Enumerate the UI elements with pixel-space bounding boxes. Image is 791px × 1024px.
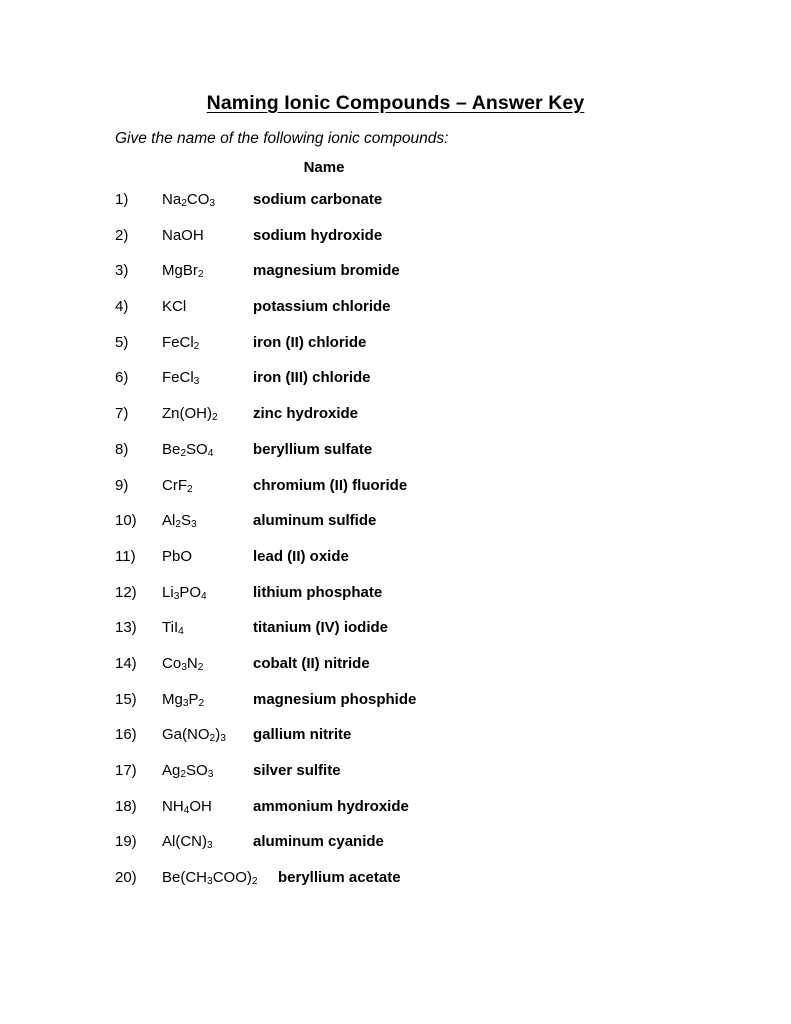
compound-number: 10) — [115, 512, 137, 530]
compound-name: iron (II) chloride — [253, 333, 367, 351]
compound-number: 18) — [115, 797, 137, 815]
compound-list — [0, 190, 791, 904]
compound-formula: PbO — [162, 547, 193, 565]
compound-name: sodium carbonate — [253, 191, 383, 208]
compound-number: 20) — [115, 869, 137, 887]
compound-formula: $Be_2SO_4$ — [162, 440, 214, 460]
compound-row — [0, 618, 791, 654]
compound-name: ammonium hydroxide — [253, 797, 409, 815]
compound-formula: $Li_3PO_4$ — [162, 583, 207, 602]
compound-number: 15) — [115, 690, 137, 708]
compound-formula: KCl — [162, 298, 187, 316]
compound-number: 5) — [115, 333, 129, 351]
compound-formula: $Na_2CO_3$ — [162, 191, 216, 210]
compound-formula: TiI$_4$ — [162, 619, 184, 638]
compound-formula: FeCl$_2$ — [162, 333, 200, 352]
compound-formula: $Al_2S_3$ — [162, 512, 197, 531]
compound-formula: $NH_4OH$ — [162, 797, 212, 816]
compound-name: gallium nitrite — [253, 726, 352, 744]
compound-number: 2) — [115, 226, 129, 244]
compound-formula: $Zn(OH)_2$ — [162, 405, 218, 424]
compound-row — [0, 761, 791, 797]
compound-name: aluminum sulfide — [253, 512, 377, 530]
compound-row — [0, 797, 791, 833]
compound-formula: $Ga(NO_2)_3$ — [162, 726, 226, 745]
compound-number: 4) — [115, 298, 129, 316]
compound-name: chromium (II) fluoride — [253, 476, 408, 494]
compound-formula: $Be(CH_3COO)_2$ — [162, 869, 258, 888]
compound-name: sodium hydroxide — [253, 226, 383, 244]
compound-number: 9) — [115, 476, 129, 494]
compound-formula: $Mg_3P_2$ — [162, 690, 205, 709]
compound-name: silver sulfite — [253, 762, 341, 779]
compound-formula: $Ag_2SO_3$ — [162, 762, 214, 781]
compound-number: 14) — [115, 654, 137, 672]
compound-formula: CrF$_2$ — [162, 476, 193, 495]
compound-row — [0, 297, 791, 333]
compound-row — [0, 226, 791, 262]
compound-row — [0, 511, 791, 547]
compound-name: aluminum cyanide — [253, 833, 384, 851]
compound-row — [0, 868, 791, 904]
compound-name: lithium phosphate — [253, 583, 383, 601]
compound-row — [0, 690, 791, 726]
compound-row — [0, 654, 791, 690]
compound-formula: NaOH — [162, 226, 204, 244]
compound-name: beryllium sulfate — [253, 440, 373, 458]
compound-row — [0, 725, 791, 761]
page-title — [0, 92, 791, 115]
compound-name: lead (II) oxide — [253, 547, 349, 565]
compound-number: 16) — [115, 726, 137, 744]
compound-row — [0, 333, 791, 369]
instruction-text: Give the name of the following ionic compounds: — [115, 130, 449, 147]
compound-number: 7) — [115, 405, 129, 423]
compound-row — [0, 404, 791, 440]
compound-number: 13) — [115, 619, 137, 637]
compound-name: magnesium phosphide — [253, 690, 417, 708]
compound-number: 3) — [115, 262, 129, 280]
compound-formula: MgBr$_2$ — [162, 262, 204, 281]
compound-name: magnesium bromide — [253, 262, 400, 280]
compound-row — [0, 368, 791, 404]
compound-row — [0, 583, 791, 619]
compound-number: 17) — [115, 762, 137, 779]
page-title-text: Naming Ionic Compounds – Answer Key — [206, 92, 585, 114]
compound-number: 19) — [115, 833, 137, 851]
compound-name: cobalt (II) nitride — [253, 654, 370, 672]
compound-name: iron (III) chloride — [253, 369, 371, 387]
compound-number: 8) — [115, 440, 129, 458]
column-header-name: Name — [303, 159, 345, 176]
compound-formula: FeCl$_3$ — [162, 369, 200, 388]
compound-name: beryllium acetate — [278, 869, 401, 887]
compound-name: titanium (IV) iodide — [253, 619, 388, 637]
compound-name: potassium chloride — [253, 298, 391, 316]
compound-number: 1) — [115, 191, 129, 208]
compound-formula: $Co_3N_2$ — [162, 654, 204, 674]
compound-row — [0, 476, 791, 512]
compound-row — [0, 547, 791, 583]
compound-name: zinc hydroxide — [253, 405, 359, 423]
compound-row — [0, 440, 791, 476]
compound-number: 6) — [115, 369, 129, 387]
compound-formula: $Al(CN)_3$ — [162, 833, 213, 852]
compound-number: 12) — [115, 583, 137, 601]
compound-row — [0, 190, 791, 226]
compound-number: 11) — [115, 547, 136, 565]
compound-row — [0, 261, 791, 297]
compound-row — [0, 832, 791, 868]
